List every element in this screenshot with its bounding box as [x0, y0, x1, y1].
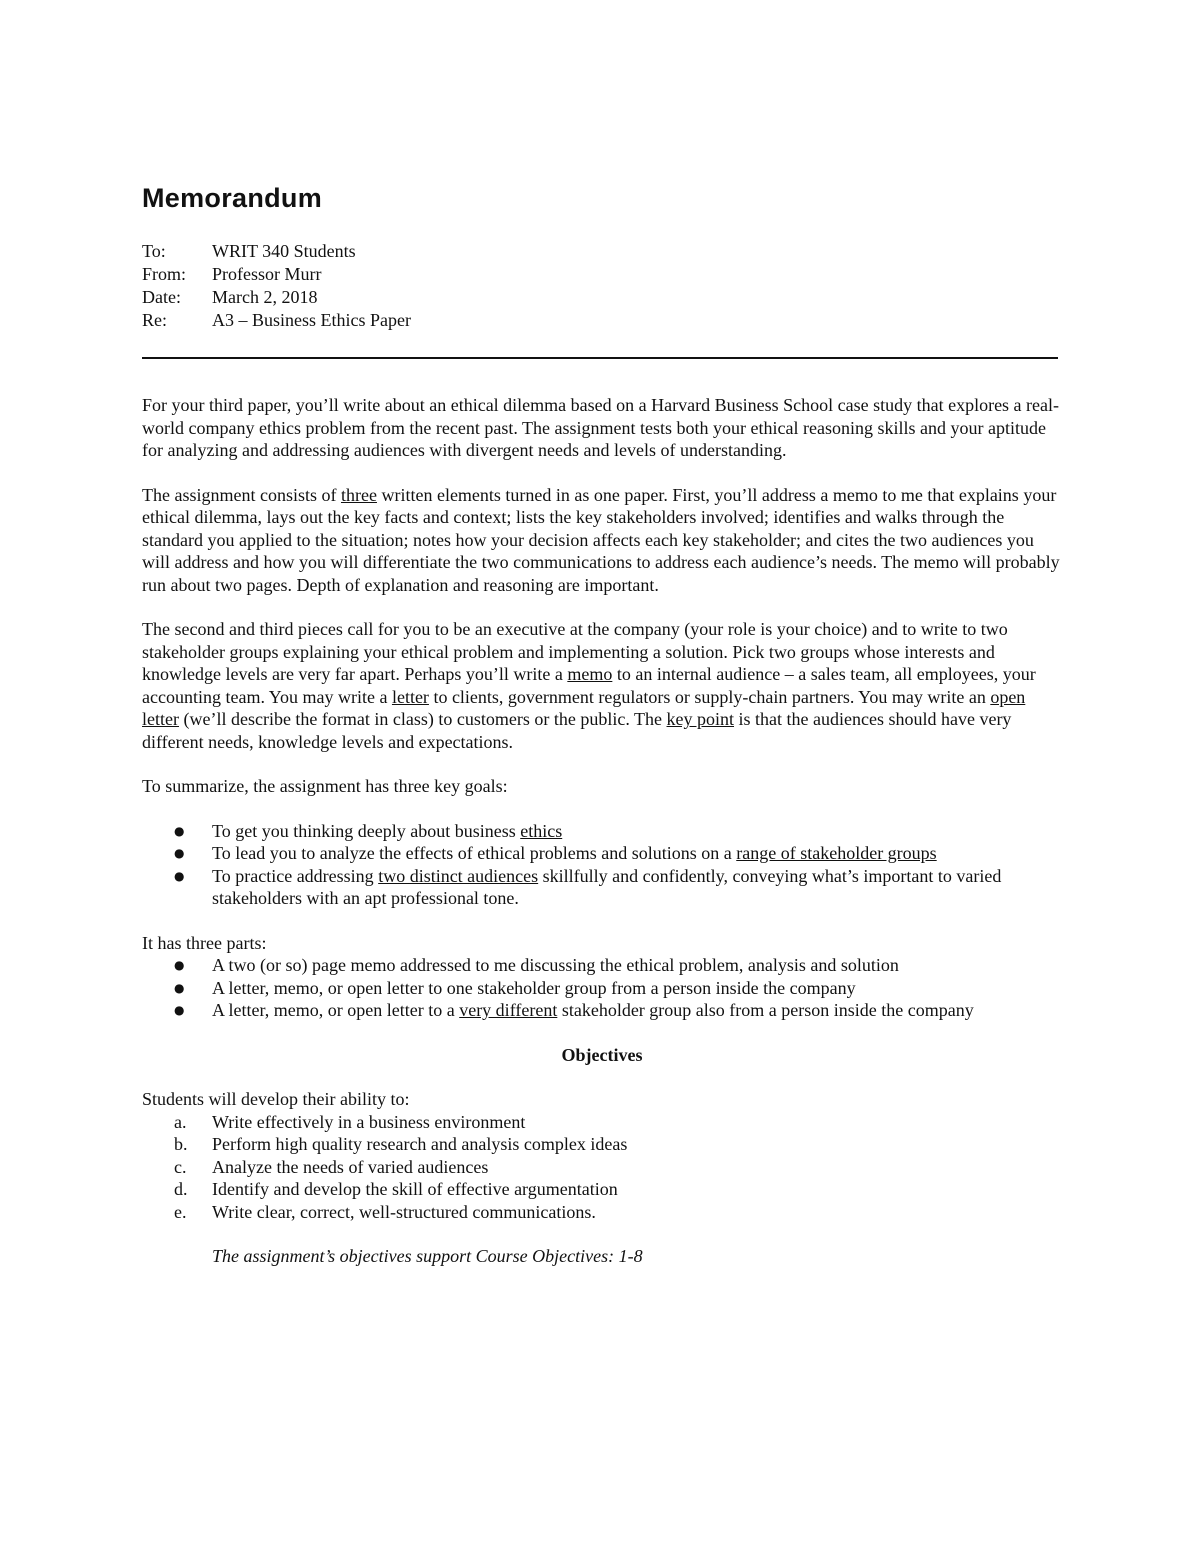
p2-text-b: written elements turned in as one paper. First, you’ll address a memo to me that explains your ethical dilemma, lays out the key facts and context; lists the key stakeholders involved; identifies and walks through the standard you applied to the situation; notes how your decision affects each key stakeholder; and cites the two audiences you will address and how you will differentiate the two communications to address each audience’s needs. The memo will probably run about two pages. Depth of explanation and reasoning are important. [142, 484, 1060, 595]
goal-3-text-b: skillfully and confidently, conveying what’s important to varied stakeholders with an apt professional tone. [212, 865, 1002, 908]
p3-text-c: to clients, government regulators or supply-chain partners. You may write an [428, 686, 991, 707]
goal-item [142, 842, 1062, 865]
p3-underline-key-point: key point [666, 709, 735, 729]
objective-text: Analyze the needs of varied audiences [212, 1156, 489, 1177]
memo-body [142, 394, 1062, 1268]
memo-title: Memorandum [142, 183, 323, 213]
objective-item [142, 1133, 1062, 1156]
parts-intro: It has three parts: [142, 932, 267, 953]
re-value: A3 – Business Ethics Paper [212, 310, 411, 330]
goal-item [142, 820, 1062, 843]
date-value: March 2, 2018 [212, 287, 318, 307]
header-divider [142, 357, 1058, 359]
goals-intro: To summarize, the assignment has three key goals: [142, 776, 508, 796]
part-2-text: A letter, memo, or open letter to one stakeholder group from a person inside the company [212, 977, 856, 998]
objectives-heading: Objectives [561, 1044, 643, 1065]
paragraph-assignment-elements [142, 484, 1062, 597]
objectives-list [142, 1111, 1062, 1224]
part-item [142, 999, 1062, 1022]
date-label: Date: [142, 287, 181, 307]
header-to-row [142, 240, 411, 263]
objective-letter: d. [174, 1179, 188, 1199]
goal-3-underline: two distinct audiences [378, 865, 539, 886]
objectives-intro: Students will develop their ability to: [142, 1089, 410, 1109]
objective-item [142, 1201, 1062, 1224]
part-3-text-a: A letter, memo, or open letter to a [212, 1000, 460, 1020]
from-label: From: [142, 264, 187, 284]
goals-list [142, 820, 1062, 910]
parts-list [142, 954, 1062, 1022]
objective-text: Write clear, correct, well-structured communications. [212, 1201, 596, 1222]
objective-letter: c. [174, 1156, 187, 1177]
p3-text-b: to an internal audience – a sales team, all employees, your accounting team. You may write a [142, 664, 1036, 707]
objective-text: Write effectively in a business environment [212, 1111, 526, 1132]
part-3-underline: very different [459, 1000, 558, 1020]
p3-underline-memo: memo [567, 664, 613, 684]
objective-letter: a. [174, 1111, 187, 1132]
objective-item [142, 1178, 1062, 1201]
memo-header [142, 240, 411, 332]
goal-1-underline: ethics [520, 820, 563, 841]
objective-letter: b. [174, 1134, 188, 1154]
objective-item [142, 1156, 1062, 1179]
from-value: Professor Murr [212, 264, 322, 284]
goal-1-text: To get you thinking deeply about business [212, 820, 521, 841]
to-value: WRIT 340 Students [212, 241, 356, 261]
objective-text: Perform high quality research and analysis complex ideas [212, 1134, 628, 1154]
header-date-row [142, 286, 411, 309]
paragraph-second-third-pieces [142, 618, 1062, 753]
goal-3-text-a: To practice addressing [212, 865, 379, 886]
part-1-text: A two (or so) page memo addressed to me discussing the ethical problem, analysis and solution [212, 955, 899, 975]
paragraph-intro: For your third paper, you’ll write about an ethical dilemma based on a Harvard Business School case study that explores a real-world company ethics problem from the recent past. The assignment tests both your ethical reasoning skills and your aptitude for analyzing and addressing audiences with divergent needs and levels of understanding. [142, 395, 1060, 460]
p3-text-a: The second and third pieces call for you to be an executive at the company (your role is your choice) and to write to two stakeholder groups explaining your ethical problem and implementing a solution. Pick two groups whose interests and knowledge levels are very far apart. Perhaps you’ll write a [142, 619, 1008, 684]
p3-text-e: is that the audiences should have very different needs, knowledge levels and expectations. [142, 709, 1012, 752]
header-from-row [142, 263, 411, 286]
re-label: Re: [142, 310, 167, 330]
objectives-note: The assignment’s objectives support Course Objectives: 1-8 [212, 1246, 643, 1266]
goal-2-underline: range of stakeholder groups [736, 843, 937, 863]
to-label: To: [142, 241, 166, 261]
objective-text: Identify and develop the skill of effective argumentation [212, 1179, 618, 1199]
header-re-row [142, 309, 411, 332]
goal-item [142, 865, 1062, 910]
p2-text-a: The assignment consists of [142, 484, 341, 505]
objective-letter: e. [174, 1201, 187, 1222]
p3-underline-letter: letter [391, 686, 429, 707]
part-item [142, 977, 1062, 1000]
part-item [142, 954, 1062, 977]
objective-item [142, 1111, 1062, 1134]
part-3-text-b: stakeholder group also from a person inside the company [557, 1000, 974, 1020]
goal-2-text: To lead you to analyze the effects of ethical problems and solutions on a [212, 843, 737, 863]
p3-underline-open-letter: open letter [142, 686, 1026, 729]
p2-underline-three: three [340, 484, 377, 505]
p3-text-d: (we’ll describe the format in class) to customers or the public. The [178, 709, 667, 729]
